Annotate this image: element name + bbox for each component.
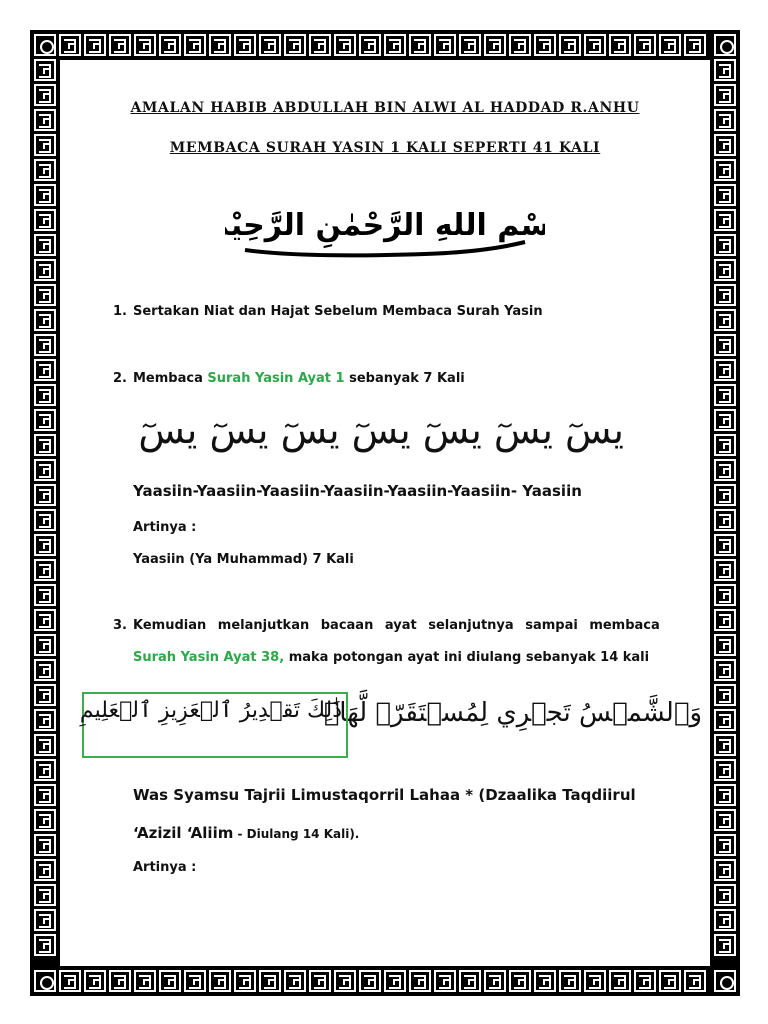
border-key-tile (714, 584, 736, 606)
border-key-tile (184, 970, 206, 992)
border-key-tile (714, 634, 736, 656)
border-key-tile (714, 484, 736, 506)
border-key-tile (714, 759, 736, 781)
step-3-text-end: maka potongan ayat ini diulang sebanyak 14 kali (284, 650, 650, 665)
border-key-tile (714, 384, 736, 406)
border-key-tile (34, 934, 56, 956)
step-1 (113, 304, 543, 319)
border-key-tile (659, 970, 681, 992)
border-key-tile (34, 59, 56, 81)
step-3-text: Kemudian melanjutkan bacaan ayat selanjutnya sampai membaca (133, 618, 660, 633)
border-key-tile (34, 209, 56, 231)
ayat38-artinya-label: Artinya : (133, 860, 197, 875)
yasin-artinya-label: Artinya : (133, 520, 197, 535)
border-key-tile (714, 559, 736, 581)
ayat38-boxed-arabic: ذَٰلِكَ تَقۡدِيرُ ٱلۡعَزِيزِ ٱلۡعَلِيمِ (79, 698, 342, 723)
border-key-tile (714, 734, 736, 756)
border-key-tile (34, 334, 56, 356)
border-key-tile (34, 309, 56, 331)
border-key-tile (34, 834, 56, 856)
border-key-tile (384, 970, 406, 992)
border-corner (714, 970, 736, 992)
border-key-tile (484, 970, 506, 992)
border-key-tile (714, 934, 736, 956)
border-key-tile (134, 970, 156, 992)
border-corner (34, 970, 56, 992)
border-key-tile (634, 970, 656, 992)
step-1-text: Sertakan Niat dan Hajat Sebelum Membaca Surah Yasin (133, 304, 543, 319)
border-key-tile (559, 34, 581, 56)
border-key-tile (159, 34, 181, 56)
border-key-tile (34, 809, 56, 831)
border-key-tile (34, 559, 56, 581)
border-key-tile (714, 684, 736, 706)
border-key-tile (509, 970, 531, 992)
border-key-tile (34, 109, 56, 131)
border-key-tile (714, 834, 736, 856)
border-corner (714, 34, 736, 56)
border-key-tile (714, 434, 736, 456)
step-3-number: 3. (113, 618, 127, 633)
border-key-tile (559, 970, 581, 992)
step-3 (113, 618, 678, 633)
border-key-tile (34, 359, 56, 381)
yasin-arabic: يسٓ يسٓ يسٓ يسٓ يسٓ يسٓ يسٓ (138, 408, 624, 452)
border-key-tile (109, 34, 131, 56)
basmala-text: بِسْمِ اللهِ الرَّحْمٰنِ الرَّحِيْمِ (225, 208, 545, 243)
border-key-tile (34, 259, 56, 281)
border-key-tile (714, 134, 736, 156)
border-key-tile (34, 884, 56, 906)
border-key-tile (34, 234, 56, 256)
border-key-tile (714, 159, 736, 181)
border-key-tile (509, 34, 531, 56)
border-key-tile (234, 970, 256, 992)
border-key-tile (584, 34, 606, 56)
border-key-tile (34, 584, 56, 606)
border-key-tile (434, 34, 456, 56)
border-key-tile (409, 970, 431, 992)
border-key-tile (34, 134, 56, 156)
border-key-tile (34, 784, 56, 806)
border-key-tile (34, 534, 56, 556)
border-key-tile (714, 784, 736, 806)
border-key-tile (34, 84, 56, 106)
border-key-tile (34, 909, 56, 931)
border-corner (34, 34, 56, 56)
step-3-continuation (133, 650, 649, 665)
border-key-tile (284, 34, 306, 56)
ayat38-transliteration-main: ‘Azizil ‘Aliim (133, 824, 234, 842)
border-key-tile (34, 859, 56, 881)
step-2-number: 2. (113, 371, 127, 386)
border-key-tile (714, 109, 736, 131)
border-key-tile (159, 970, 181, 992)
border-key-tile (714, 59, 736, 81)
border-key-tile (34, 734, 56, 756)
border-key-tile (84, 34, 106, 56)
border-key-tile (134, 34, 156, 56)
border-key-tile (714, 359, 736, 381)
border-key-tile (714, 209, 736, 231)
border-key-tile (34, 159, 56, 181)
border-key-tile (34, 384, 56, 406)
border-key-tile (714, 909, 736, 931)
document-page (60, 60, 710, 966)
step-2-text: Membaca (133, 371, 208, 386)
border-key-tile (714, 309, 736, 331)
border-key-tile (59, 970, 81, 992)
border-key-tile (409, 34, 431, 56)
border-key-tile (584, 970, 606, 992)
border-key-tile (59, 34, 81, 56)
step-2-highlight: Surah Yasin Ayat 1 (207, 371, 345, 386)
border-key-tile (684, 34, 706, 56)
border-key-tile (359, 34, 381, 56)
border-key-tile (34, 509, 56, 531)
border-key-tile (459, 970, 481, 992)
border-key-tile (714, 884, 736, 906)
border-key-tile (209, 970, 231, 992)
border-key-tile (714, 659, 736, 681)
border-key-tile (714, 534, 736, 556)
border-key-tile (234, 34, 256, 56)
border-key-tile (309, 34, 331, 56)
border-key-tile (714, 284, 736, 306)
border-key-tile (334, 34, 356, 56)
page-subtitle: MEMBACA SURAH YASIN 1 KALI SEPERTI 41 KALI (169, 140, 601, 156)
border-key-tile (34, 484, 56, 506)
step-1-number: 1. (113, 304, 127, 319)
border-key-tile (34, 759, 56, 781)
border-key-tile (34, 634, 56, 656)
border-key-tile (84, 970, 106, 992)
border-key-tile (714, 334, 736, 356)
border-key-tile (34, 434, 56, 456)
border-key-tile (34, 709, 56, 731)
border-key-tile (659, 34, 681, 56)
border-key-tile (209, 34, 231, 56)
border-key-tile (34, 184, 56, 206)
border-key-tile (714, 234, 736, 256)
border-key-tile (714, 409, 736, 431)
border-key-tile (334, 970, 356, 992)
border-key-tile (259, 34, 281, 56)
border-key-tile (434, 970, 456, 992)
border-key-tile (34, 659, 56, 681)
border-key-tile (634, 34, 656, 56)
border-key-tile (109, 970, 131, 992)
ayat38-repeat-note: - Diulang 14 Kali). (233, 827, 360, 841)
border-key-tile (714, 609, 736, 631)
page-title: AMALAN HABIB ABDULLAH BIN ALWI AL HADDAD R.ANHU (130, 100, 640, 116)
border-key-tile (714, 184, 736, 206)
border-key-tile (714, 709, 736, 731)
border-key-tile (484, 34, 506, 56)
ayat38-highlight-box (79, 692, 348, 758)
border-key-tile (384, 34, 406, 56)
border-key-tile (34, 684, 56, 706)
border-key-tile (34, 284, 56, 306)
ayat38-arabic: وَٱلشَّمۡسُ تَجۡرِي لِمُسۡتَقَرّٖ لَّهَاۚ (323, 698, 702, 728)
border-key-tile (34, 409, 56, 431)
border-key-tile (714, 459, 736, 481)
border-key-tile (284, 970, 306, 992)
border-key-tile (34, 459, 56, 481)
border-key-tile (259, 970, 281, 992)
step-3-highlight: Surah Yasin Ayat 38, (133, 650, 285, 665)
border-key-tile (184, 34, 206, 56)
ayat38-transliteration-2 (133, 824, 359, 842)
border-key-tile (34, 609, 56, 631)
border-key-tile (459, 34, 481, 56)
border-key-tile (714, 859, 736, 881)
border-key-tile (359, 970, 381, 992)
yasin-meaning: Yaasiin (Ya Muhammad) 7 Kali (133, 552, 354, 567)
border-key-tile (309, 970, 331, 992)
border-key-tile (534, 970, 556, 992)
border-key-tile (609, 34, 631, 56)
border-key-tile (684, 970, 706, 992)
border-key-tile (714, 509, 736, 531)
step-2-text-end: sebanyak 7 Kali (344, 371, 465, 386)
ayat38-transliteration-1: Was Syamsu Tajrii Limustaqorril Lahaa * (Dzaalika Taqdiirul (133, 786, 636, 804)
yasin-transliteration: Yaasiin-Yaasiin-Yaasiin-Yaasiin-Yaasiin-Yaasiin- Yaasiin (133, 482, 582, 500)
border-key-tile (534, 34, 556, 56)
step-2 (113, 371, 465, 386)
border-key-tile (609, 970, 631, 992)
border-key-tile (714, 84, 736, 106)
border-key-tile (714, 809, 736, 831)
basmala-calligraphy (225, 180, 545, 270)
border-key-tile (714, 259, 736, 281)
